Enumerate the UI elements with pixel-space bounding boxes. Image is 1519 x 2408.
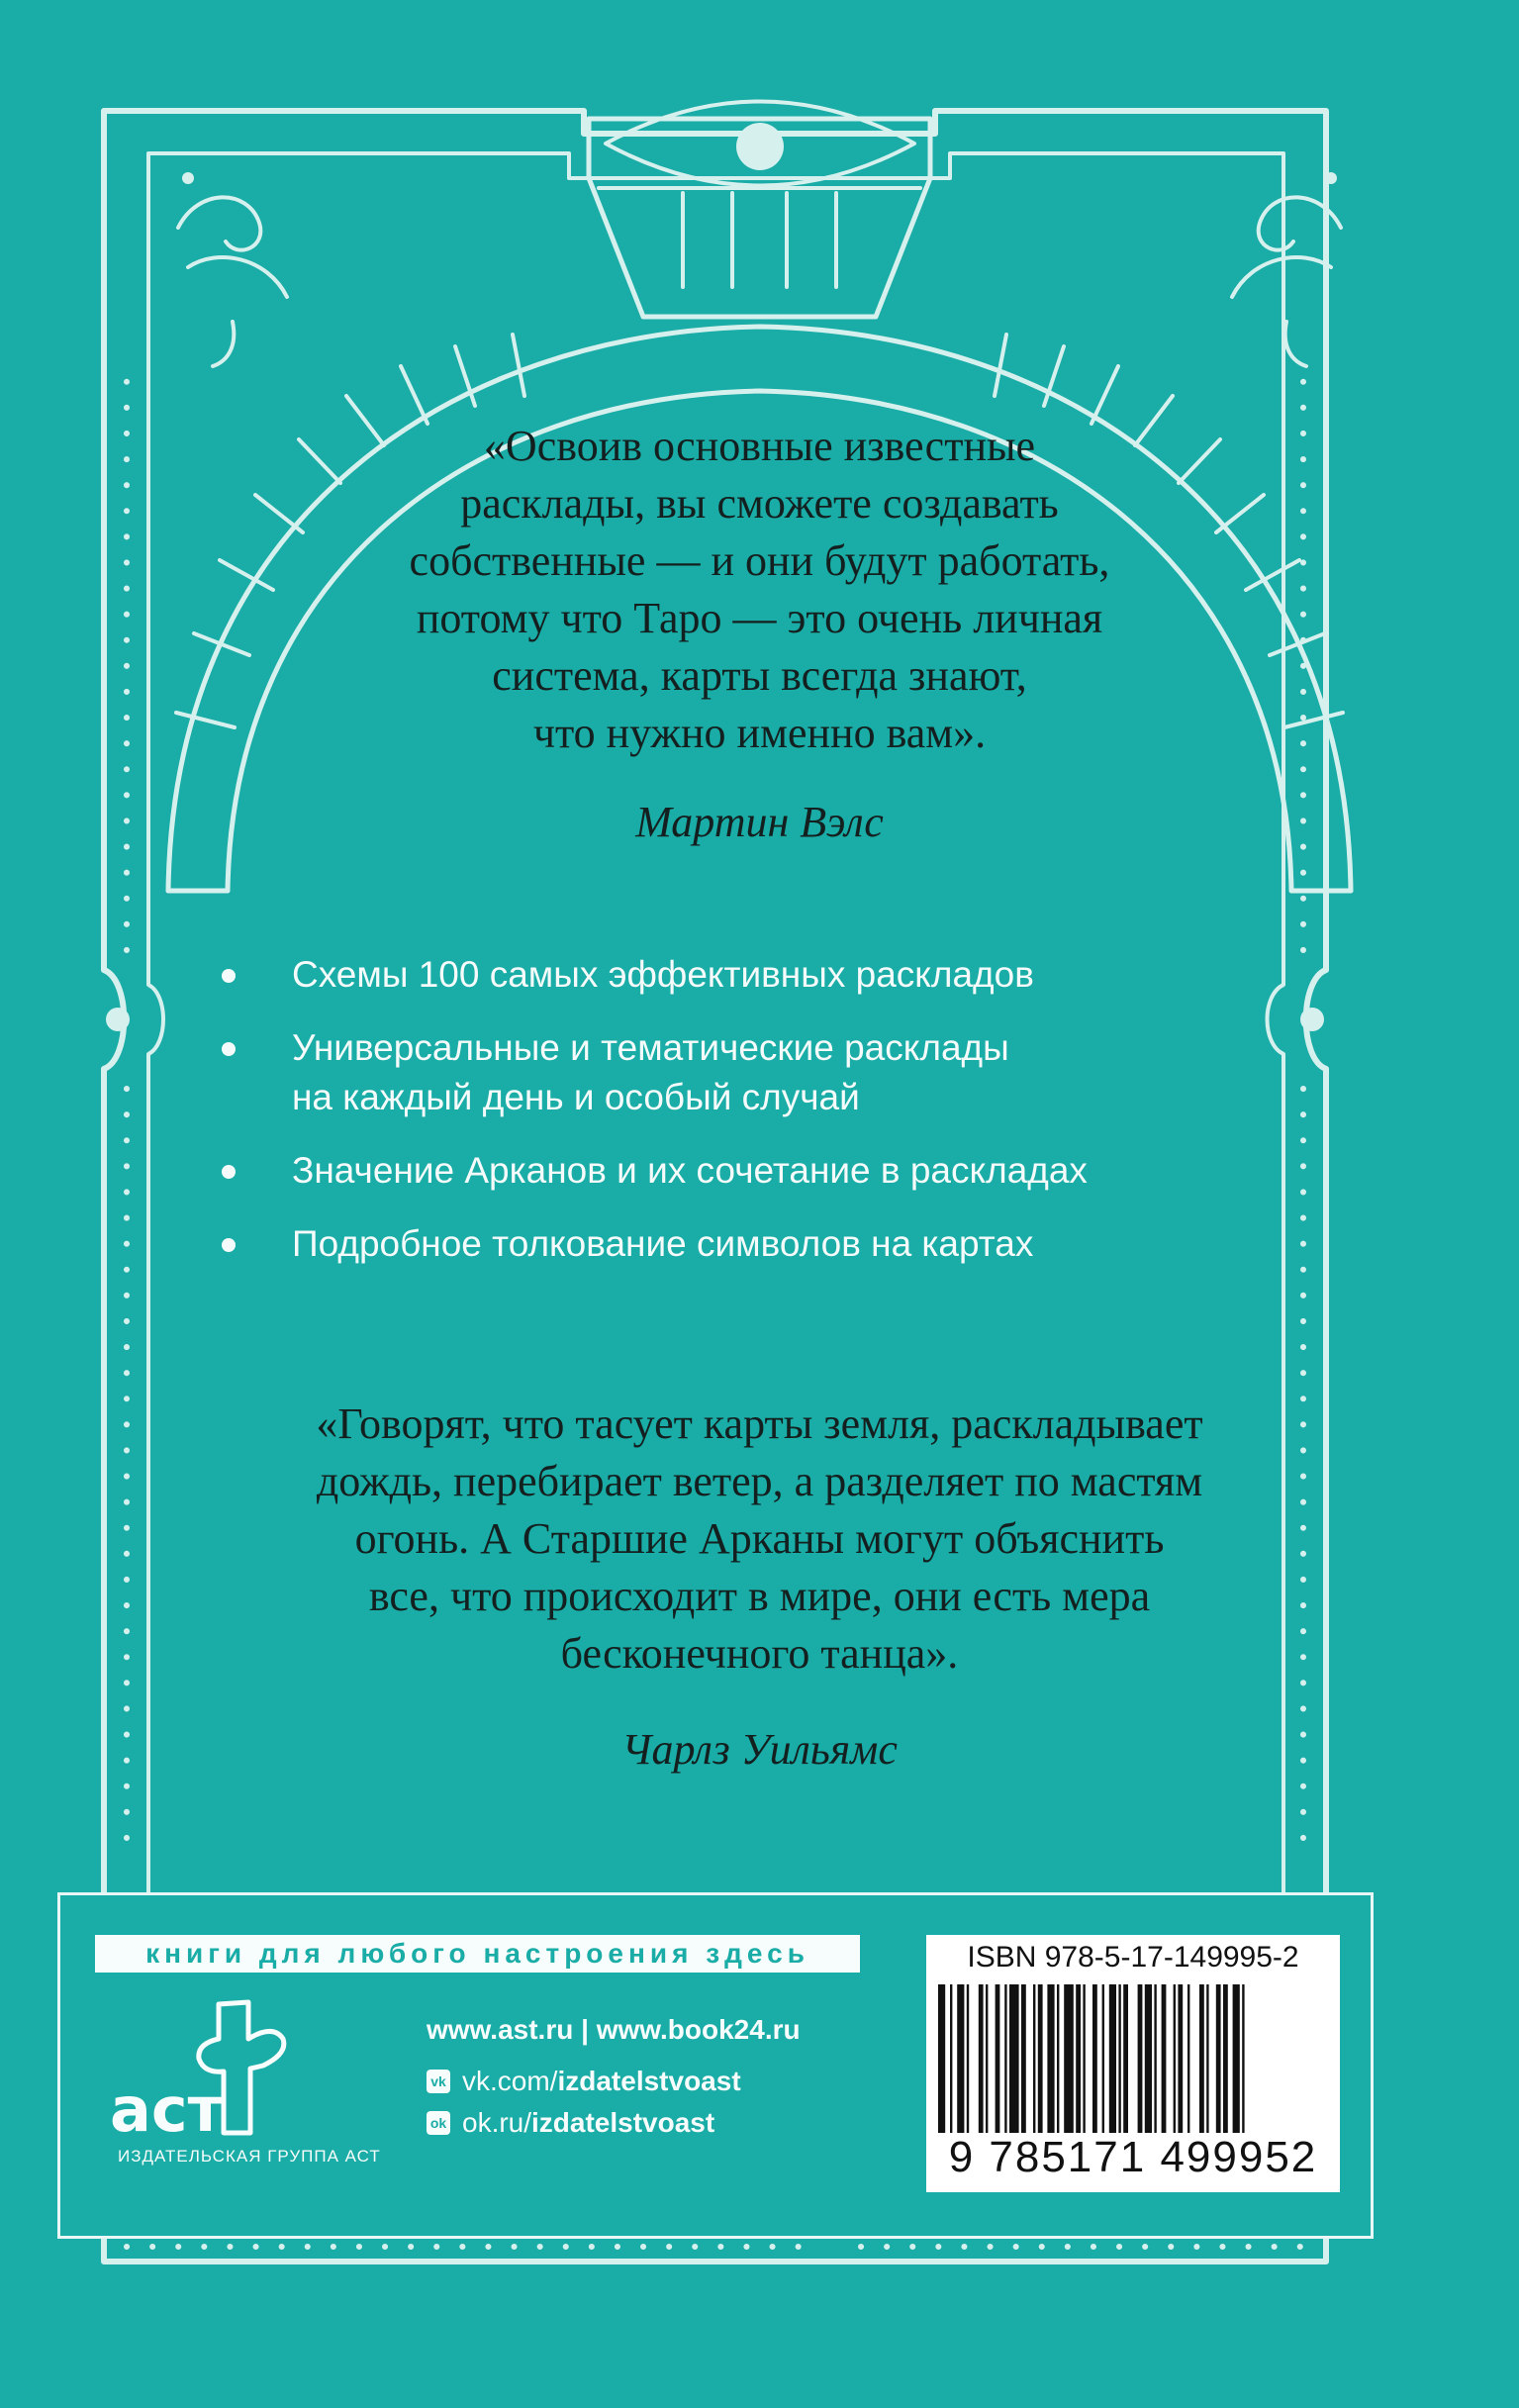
barcode-bar [1083, 1984, 1085, 2133]
barcode-bar [1178, 1984, 1183, 2133]
barcode-bar [1162, 1984, 1167, 2133]
barcode-bar [1187, 1984, 1189, 2133]
barcode-bar [979, 1984, 984, 2133]
feature-item: Универсальные и тематические расклады на каждый день и особый случай [208, 1023, 1088, 1122]
publisher-logo [100, 1994, 357, 2143]
barcode-bar [1047, 1984, 1054, 2133]
publisher-websites[interactable]: www.ast.ru | www.book24.ru [427, 2014, 801, 2045]
feature-item: Значение Арканов и их сочетание в раскладах [208, 1146, 1088, 1196]
publisher-name: ИЗДАТЕЛЬСКАЯ ГРУППА АСТ [118, 2147, 381, 2166]
barcode-bar [1223, 1984, 1228, 2133]
barcode-bar [1057, 1984, 1059, 2133]
barcode-bar [1021, 1984, 1026, 2133]
social-link-ok[interactable] [427, 2107, 714, 2139]
barcode-bar [1109, 1984, 1116, 2133]
quote-charles-williams [0, 1396, 1519, 1683]
barcode-bar [950, 1984, 952, 2133]
barcode-bar [957, 1984, 964, 2133]
bullet-dot-icon [222, 1238, 236, 1252]
barcode-bar [1076, 1984, 1081, 2133]
quote-line: «Говорят, что тасует карты земля, раскладывает [316, 1399, 1203, 1448]
quote-line: огонь. А Старшие Арканы могут объяснить [354, 1514, 1165, 1563]
barcode-digits: 9 785171 499952 [948, 2133, 1318, 2181]
social-prefix: vk.com/ [462, 2066, 558, 2096]
quote-martin-wells [0, 418, 1519, 762]
barcode-bar [1242, 1984, 1244, 2133]
quote1-author: Мартин Вэлс [635, 798, 884, 846]
isbn-number: ISBN 978-5-17-149995-2 [967, 1941, 1299, 1974]
barcode-bar [1009, 1984, 1019, 2133]
bullet-dot-icon [222, 969, 236, 983]
feature-list [208, 950, 1088, 1293]
feature-item: Схемы 100 самых эффективных раскладов [208, 950, 1088, 1000]
quote-line: собственные — и они будут работать, [409, 536, 1110, 585]
barcode-panel [926, 1935, 1340, 2192]
publisher-tagline: книги для любого настроения здесь [95, 1935, 860, 1973]
social-prefix: ok.ru/ [462, 2107, 532, 2138]
social-handle: izdatelstvoast [531, 2107, 715, 2138]
quote-line: что нужно именно вам». [532, 709, 987, 757]
barcode-bar [1199, 1984, 1204, 2133]
barcode-bar [1038, 1984, 1043, 2133]
barcode-bar [1033, 1984, 1035, 2133]
vk-icon: vk [427, 2070, 450, 2093]
barcode-bar [1174, 1984, 1176, 2133]
barcode-bar [1216, 1984, 1221, 2133]
barcode-bar [1145, 1984, 1152, 2133]
quote-line: система, карты всегда знают, [492, 651, 1027, 700]
barcode-bar [1123, 1984, 1128, 2133]
barcode-bar [986, 1984, 988, 2133]
publisher-logo-text: аст [110, 2073, 224, 2143]
quote-line: потому что Таро — это очень личная [416, 594, 1103, 642]
quote-line: дождь, перебирает ветер, а разделяет по мастям [316, 1457, 1203, 1505]
barcode-bar [1118, 1984, 1120, 2133]
quote-line: все, что происходит в мире, они есть мера [368, 1572, 1151, 1620]
bullet-dot-icon [222, 1042, 236, 1056]
quote2-author: Чарлз Уильямс [621, 1725, 898, 1774]
quote-line: «Освоив основные известные [483, 422, 1036, 470]
barcode-bar [1206, 1984, 1208, 2133]
barcode-bar [938, 1984, 945, 2133]
barcode-bar [1233, 1984, 1240, 2133]
barcode-bar [1138, 1984, 1143, 2133]
social-handle: izdatelstvoast [557, 2066, 741, 2096]
bullet-dot-icon [222, 1165, 236, 1179]
barcode-bar [1102, 1984, 1104, 2133]
barcode-bar [1064, 1984, 1074, 2133]
barcode-bar [1092, 1984, 1097, 2133]
barcode-bar [1004, 1984, 1006, 2133]
ok-icon: ok [427, 2111, 450, 2135]
barcode-image [934, 1984, 1332, 2133]
barcode-bar [967, 1984, 969, 2133]
barcode-bar [996, 1984, 1000, 2133]
barcode-bar [1154, 1984, 1156, 2133]
quote-line: бесконечного танца». [560, 1629, 959, 1678]
feature-item: Подробное толкование символов на картах [208, 1219, 1088, 1269]
publisher-info-box [57, 1892, 1374, 2239]
quote-line: расклады, вы сможете создавать [460, 479, 1059, 528]
social-link-vk[interactable] [427, 2066, 741, 2097]
